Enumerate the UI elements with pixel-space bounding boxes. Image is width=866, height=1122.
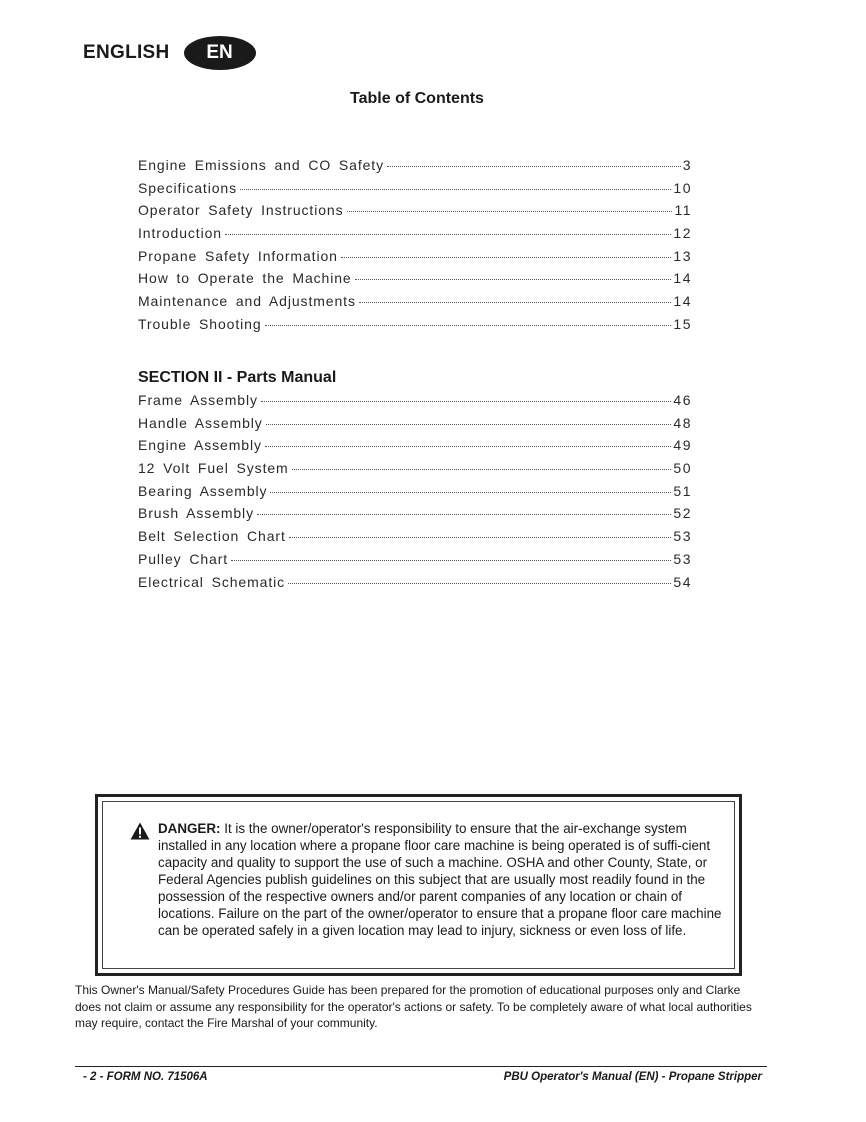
toc-leader-dots [265,446,672,447]
toc-leader-dots [240,189,671,190]
toc-entry-title: Introduction [138,225,222,242]
toc-title: Table of Contents [350,90,484,107]
danger-label: DANGER: [158,821,221,836]
section-2-title: SECTION II - Parts Manual [138,369,337,386]
danger-notice-inner-border [102,801,735,969]
toc-entry-title: Pulley Chart [138,550,229,567]
toc-entry-title: Brush Assembly [138,505,254,522]
toc-leader-dots [355,279,672,280]
toc-entry-title: Handle Assembly [138,414,263,431]
toc-entry-page: 3 [682,157,692,173]
toc-entry-page: 14 [673,293,692,310]
toc-entry [138,180,692,203]
toc-entry-page: 51 [673,482,692,499]
toc-leader-dots [261,401,672,402]
toc-entry-page: 53 [673,550,692,567]
toc-entry-title: Engine Emissions and CO Safety [138,157,384,173]
toc-entry [138,248,692,271]
toc-entry [138,293,692,316]
toc-leader-dots [266,424,672,425]
toc-entry-title: Maintenance and Adjustments [138,293,356,310]
toc-entry-title: How to Operate the Machine [138,270,352,287]
toc-leader-dots [289,537,672,538]
toc-entry-page: 15 [673,315,692,332]
danger-text [158,820,724,939]
toc-entry-title: Bearing Assembly [138,482,268,499]
toc-entry-title: 12 Volt Fuel System [138,460,289,477]
toc-entry [138,225,692,248]
toc-entry-page: 10 [673,179,692,196]
toc-entry [138,437,692,460]
footer-divider [75,1066,767,1067]
toc-entry [138,415,692,438]
footer-form-number: - 2 - FORM NO. 71506A [83,1071,208,1083]
toc-entry-page: 11 [674,202,692,219]
toc-leader-dots [270,492,671,493]
toc-entry [138,528,692,551]
language-label: ENGLISH [83,42,170,63]
toc-leader-dots [231,560,671,561]
toc-leader-dots [288,583,671,584]
toc-leader-dots [225,234,671,235]
toc-entry-title: Engine Assembly [138,437,262,454]
toc-entry-page: 46 [673,392,692,408]
toc-entry-page: 48 [673,414,692,431]
toc-entry [138,392,692,415]
toc-section-1 [138,157,692,339]
footer-manual-title: PBU Operator's Manual (EN) - Propane Stripper [503,1071,762,1083]
toc-leader-dots [265,325,672,326]
toc-entry [138,270,692,293]
toc-leader-dots [387,166,681,167]
toc-entry-page: 13 [673,247,692,264]
toc-entry [138,202,692,225]
toc-entry-page: 49 [673,437,692,454]
toc-entry-page: 50 [673,460,692,477]
toc-entry-title: Belt Selection Chart [138,528,286,545]
toc-entry-title: Propane Safety Information [138,247,338,264]
toc-entry [138,460,692,483]
warning-triangle-icon [130,822,150,840]
toc-entry-title: Electrical Schematic [138,573,286,590]
toc-entry-page: 53 [673,528,692,545]
toc-entry [138,316,692,339]
toc-entry-title: Trouble Shooting [138,315,262,332]
toc-entry-title: Frame Assembly [138,392,258,408]
toc-entry [138,505,692,528]
toc-entry [138,551,692,574]
toc-entry [138,157,692,180]
danger-body: It is the owner/operator's responsibility to ensure that the air-exchange system installed in any location where a propane floor care machine is being operated is of suffi-cient capacity and quality to support the use of such a machine. OSHA and other County, State, or Federal Agencies publish guidelines on this subject that are usually most readily found in the possession of the respective owners and/or parent companies of any location or chain of locations. Failure on the part of the owner/operator to ensure that a propane floor care machine can be operated safely in a given location may lead to injury, sickness or even loss of life. [158,821,722,938]
toc-leader-dots [347,211,673,212]
toc-leader-dots [359,302,672,303]
toc-entry [138,483,692,506]
toc-entry-page: 12 [673,225,692,242]
language-header [83,36,256,70]
toc-leader-dots [341,257,672,258]
toc-leader-dots [292,469,672,470]
toc-section-2 [138,392,692,596]
toc-entry [138,574,692,597]
toc-leader-dots [257,514,671,515]
toc-entry-page: 54 [673,573,692,590]
toc-entry-title: Specifications [138,179,237,196]
disclaimer: This Owner's Manual/Safety Procedures Guide has been prepared for the promotion of educational purposes only and Clarke does not claim or assume any responsibility for the operator's actions or safety. To be completely aware of what local authorities may require, contact the Fire Marshal of your community. [75,983,752,1030]
language-badge: EN [184,36,256,70]
toc-entry-page: 52 [673,505,692,522]
toc-entry-page: 14 [673,270,692,287]
danger-notice [95,794,742,976]
toc-entry-title: Operator Safety Instructions [138,202,344,219]
